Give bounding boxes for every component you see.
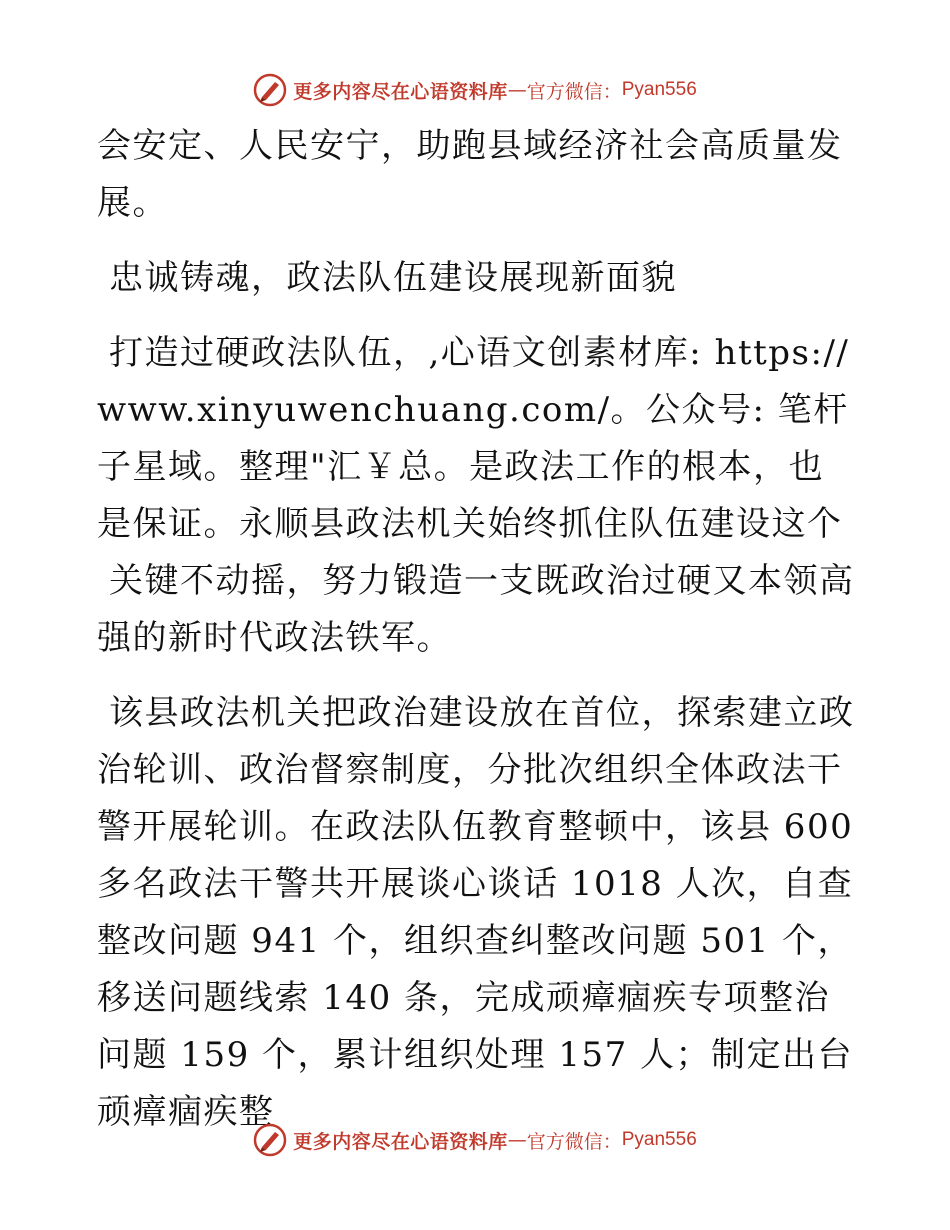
document-body <box>97 118 866 1141</box>
footer-banner <box>0 1120 950 1160</box>
paragraph-3: 关键不动摇，努力锻造一支既政治过硬又本领高强的新时代政法铁军。 <box>97 561 855 658</box>
banner-main-text: 更多内容尽在心语资料库 <box>293 1130 508 1153</box>
pen-logo-icon <box>253 73 287 107</box>
section-heading: 忠诚铸魂，政法队伍建设展现新面貌 <box>109 258 677 298</box>
paragraph-2: 打造过硬政法队伍，,心语文创素材库: https://www.xinyuwenchuang.com/。公众号: 笔杆子星域。整理"汇￥总。是政法工作的根本，也是保证。永顺县政法机关始终抓住队伍建设这个 <box>97 333 850 544</box>
banner-main-text: 更多内容尽在心语资料库 <box>293 80 508 103</box>
banner-wechat-label: 官方微信： <box>526 1130 622 1153</box>
header-banner <box>0 70 950 110</box>
paragraph-4: 该县政法机关把政治建设放在首位，探索建立政治轮训、政治督察制度，分批次组织全体政法干警开展轮训。在政法队伍教育整顿中，该县 600 多名政法干警共开展谈心谈话 1018 人次，自查整改问题 941 个，组织查纠整改问题 501 个，移送问题线索 140 条，完成顽瘴痼疾专项整治问题 159 个，累计组织处理 157 人；制定出台顽瘴痼疾整 <box>97 693 866 1132</box>
banner-dash: — <box>507 79 527 101</box>
banner-wechat-id: Pyan556 <box>621 1129 697 1150</box>
banner-dash: — <box>507 1129 527 1151</box>
pen-logo-icon <box>253 1123 287 1157</box>
banner-wechat-label: 官方微信： <box>526 80 622 103</box>
banner-wechat-id: Pyan556 <box>621 79 697 100</box>
paragraph-1: 会安定、人民安宁，助跑县域经济社会高质量发展。 <box>97 126 843 223</box>
